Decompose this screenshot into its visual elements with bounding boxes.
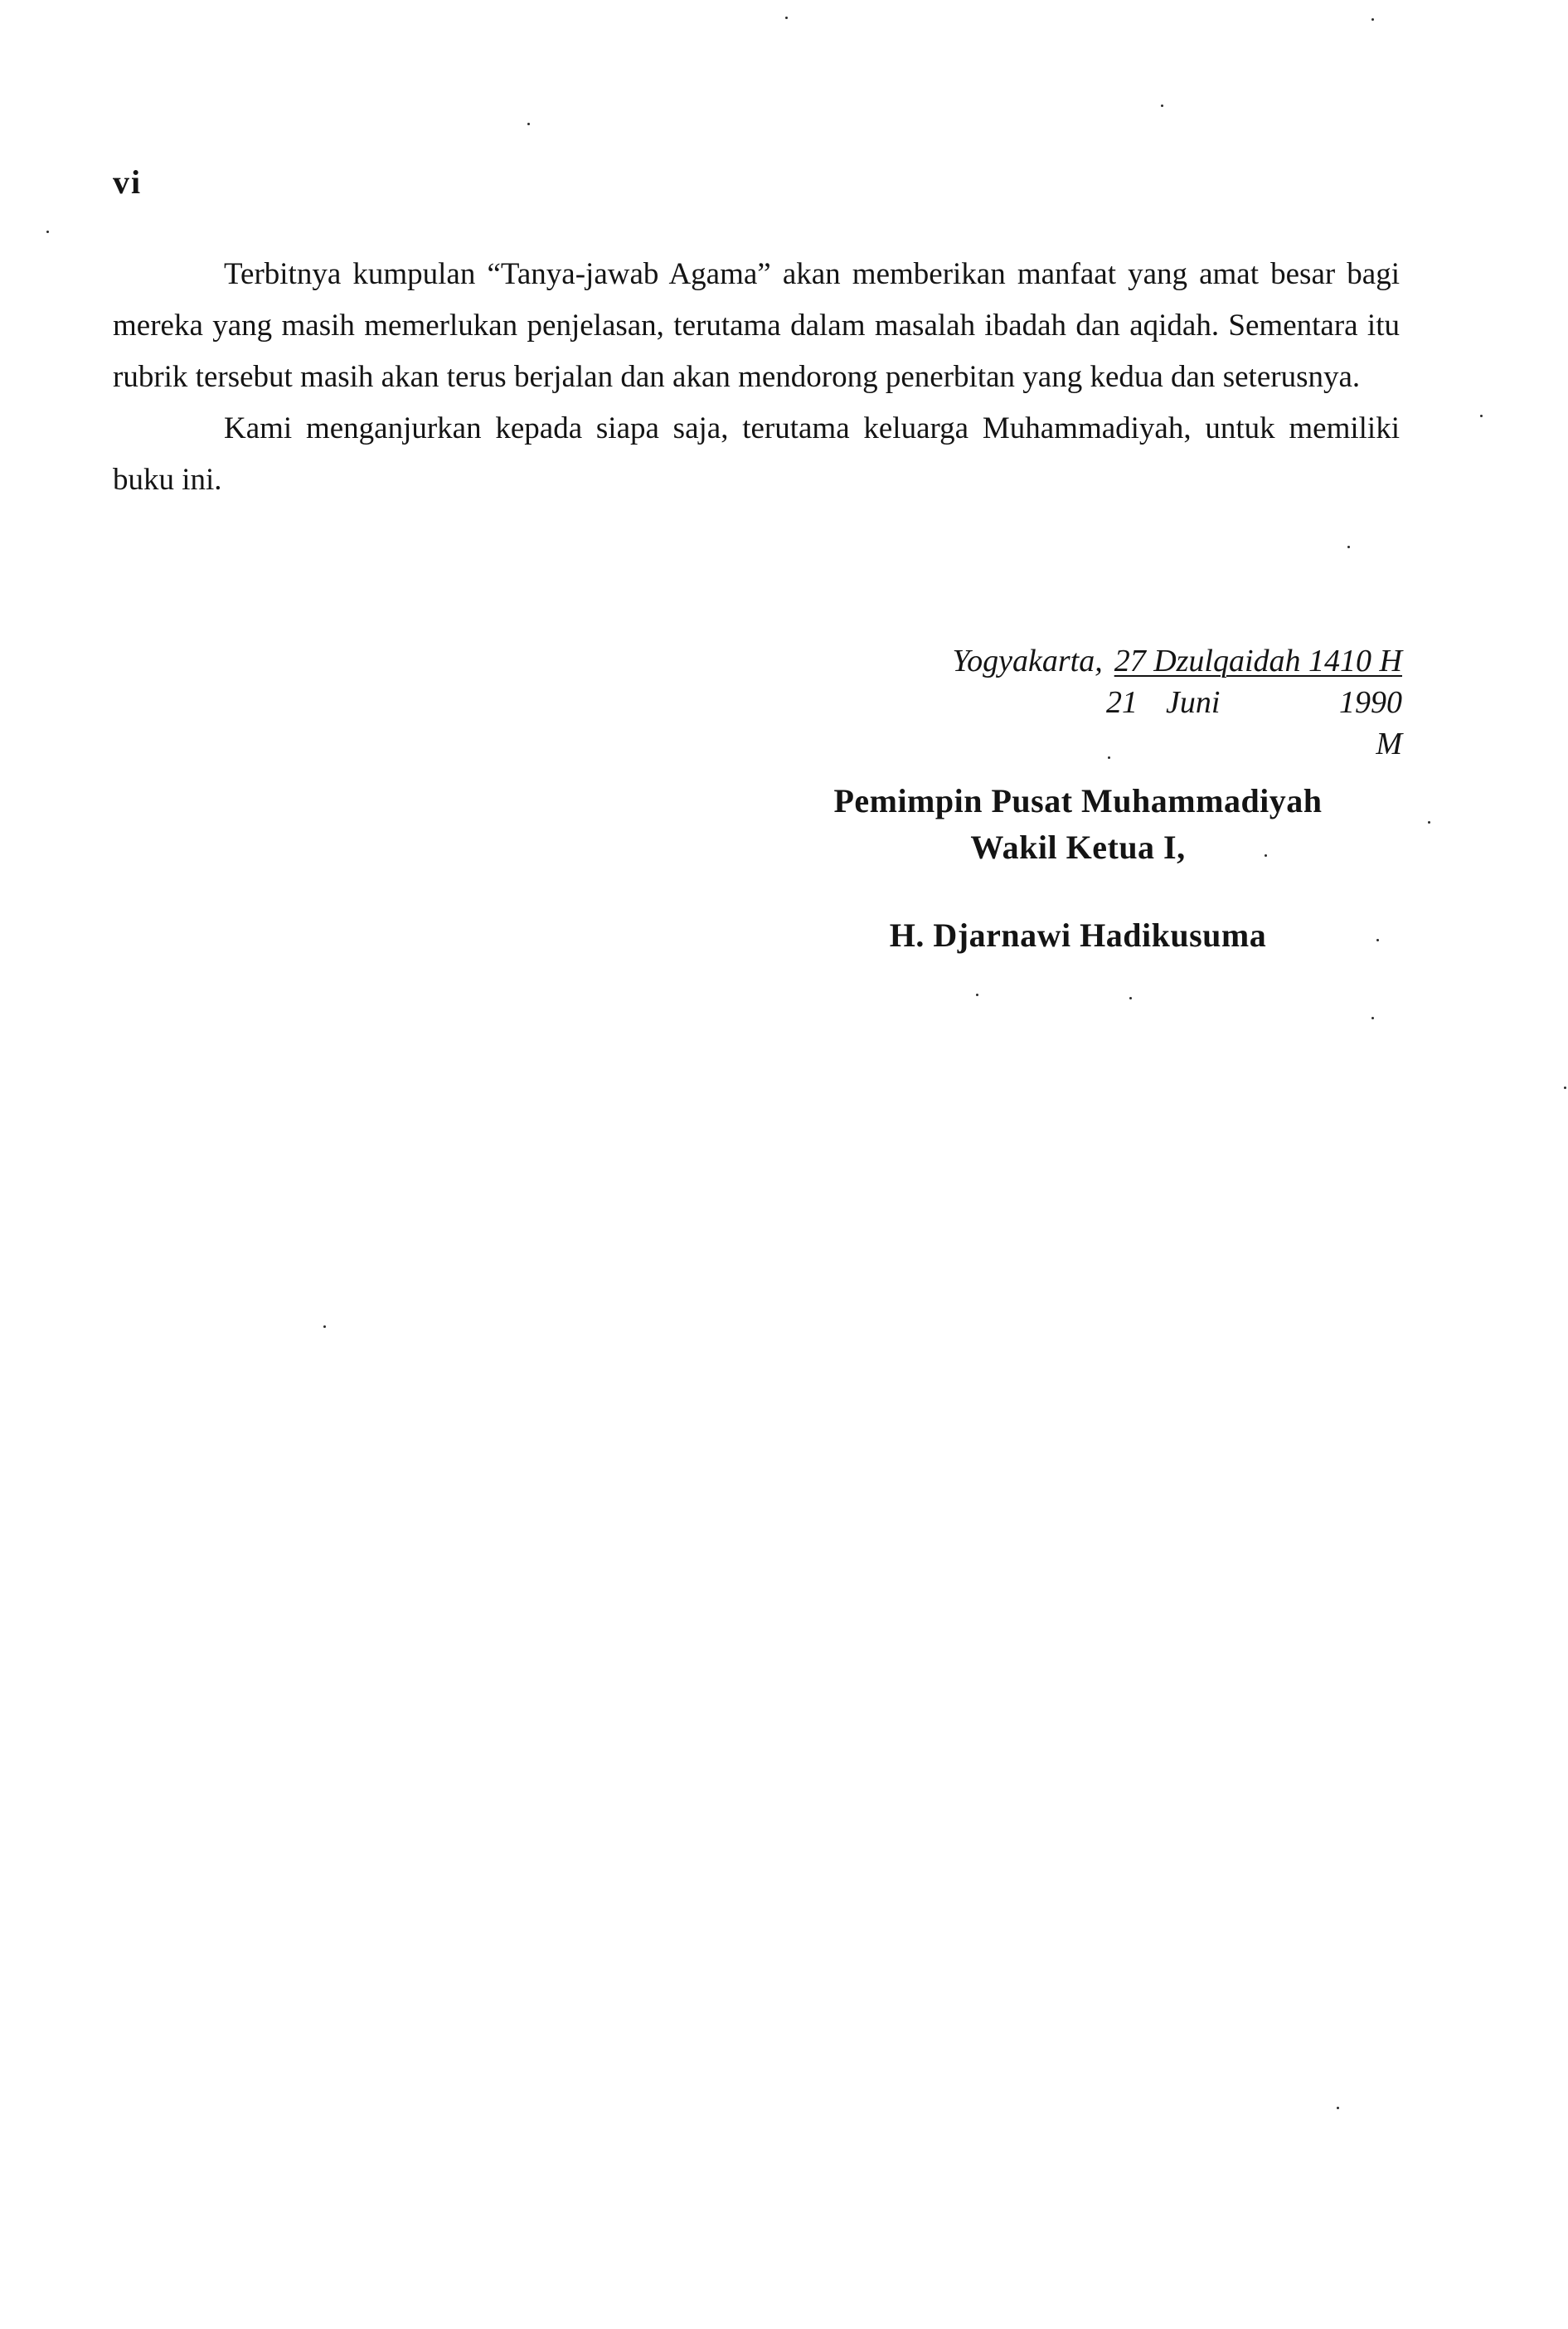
dateline-greg-day: 21	[1106, 685, 1138, 720]
scan-speck	[1347, 546, 1350, 548]
scan-speck	[1265, 854, 1267, 857]
dateline-greg-year: 1990 M	[1339, 685, 1402, 761]
scan-speck	[1376, 939, 1379, 941]
scan-speck	[527, 123, 530, 125]
paragraph-intro: Terbitnya kumpulan “Tanya-jawab Agama” akan memberikan manfaat yang amat besar bagi mereka yang masih memerlukan penjelasan, terutama dalam masalah ibadah dan aqidah. Sementara itu rubrik tersebut masih akan terus berjalan dan akan mendorong penerbitan yang kedua dan seterusnya.	[113, 257, 1400, 394]
scan-speck	[323, 1325, 326, 1328]
organization-position: Wakil Ketua I,	[970, 829, 1186, 866]
dateline-place: Yogyakarta,	[952, 644, 1103, 678]
scan-speck	[1337, 2107, 1339, 2109]
scan-speck	[976, 994, 978, 996]
body-text	[113, 249, 1400, 506]
scan-speck	[1371, 18, 1374, 21]
scan-speck	[1129, 997, 1132, 999]
signer-name: H. Djarnawi Hadikusuma	[889, 917, 1267, 954]
scan-speck	[1564, 1087, 1566, 1089]
dateline-greg-month: Juni	[1166, 685, 1221, 720]
organization-block	[746, 778, 1410, 871]
dateline-gregorian-row	[822, 682, 1402, 765]
dateline	[822, 640, 1402, 765]
scan-speck	[1108, 756, 1110, 759]
dateline-hijri-date: 27 Dzulqaidah 1410 H	[1114, 644, 1402, 678]
scan-speck	[1371, 1017, 1374, 1019]
scan-speck	[46, 231, 49, 233]
page-number: vi	[113, 163, 143, 201]
scan-speck	[785, 17, 788, 19]
scan-speck	[1480, 415, 1483, 417]
dateline-hijri-row	[822, 640, 1402, 682]
scan-speck	[1161, 105, 1163, 107]
scan-speck	[1428, 821, 1430, 824]
paragraph-recommendation: Kami menganjurkan kepada siapa saja, terutama keluarga Muhammadiyah, untuk memiliki buku ini.	[113, 411, 1400, 497]
organization-name: Pemimpin Pusat Muhammadiyah	[833, 782, 1323, 819]
